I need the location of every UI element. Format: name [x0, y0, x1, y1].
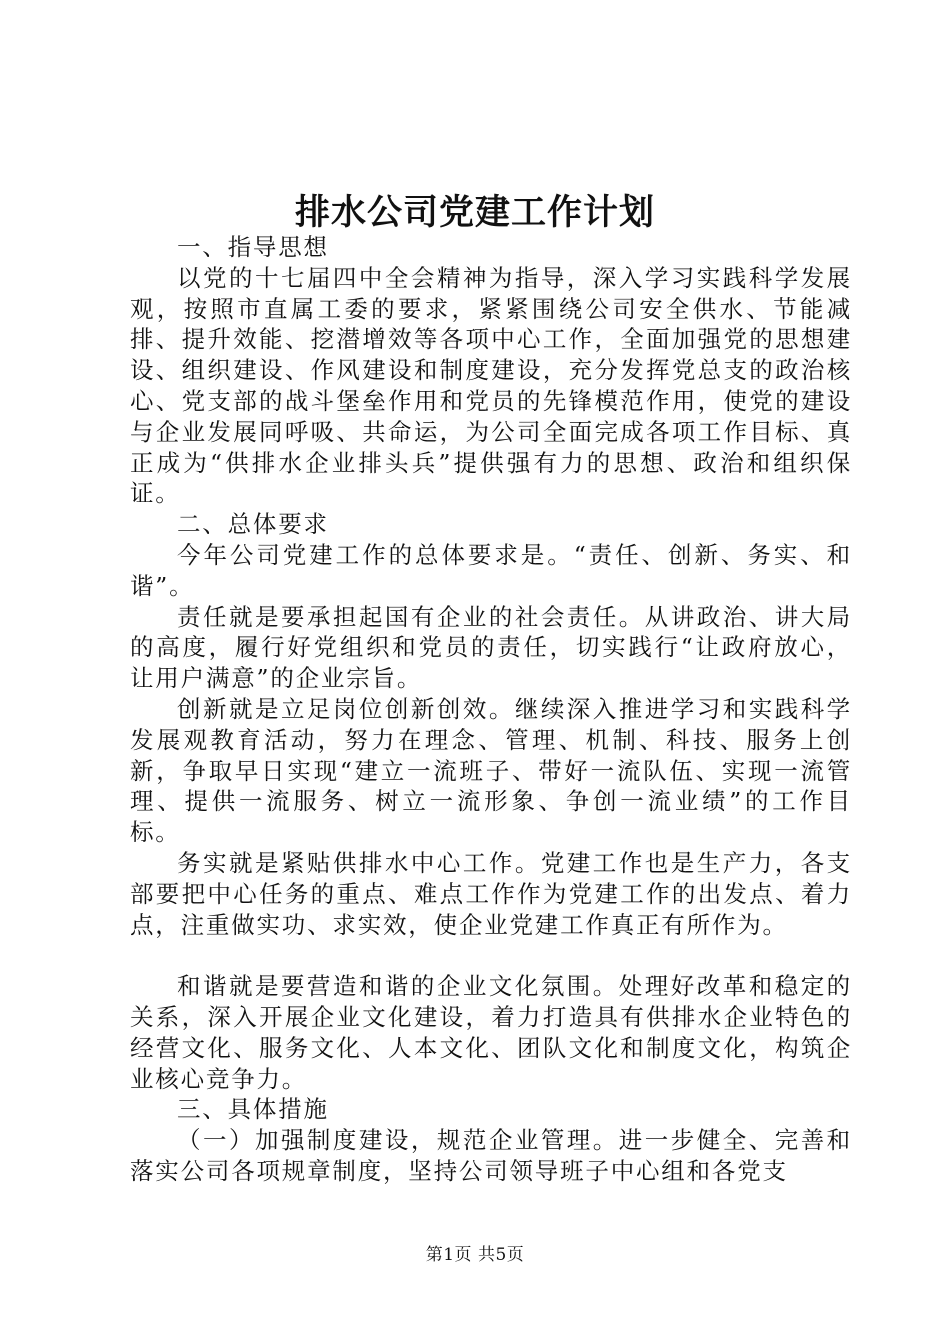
section-heading-specific-measures: 三、具体措施 [177, 1095, 329, 1124]
page-footer: 第1页 共5页 [425, 1245, 525, 1265]
paragraph-innovation: 创新就是立足岗位创新创效。继续深入推进学习和实践科学发展观教育活动，努力在理念、管理、机制、科技、服务上创新，争取早日实现“建立一流班子、带好一流队伍、实现一流管理、提供一流服务、树立一流形象、争创一流业绩”的工作目标。 [130, 694, 852, 847]
section-heading-guiding-ideology: 一、指导思想 [177, 233, 329, 261]
paragraph-pragmatism: 务实就是紧贴供排水中心工作。党建工作也是生产力，各支部要把中心任务的重点、难点工作作为党建工作的出发点、着力点，注重做实功、求实效，使企业党建工作真正有所作为。 [130, 848, 852, 939]
paragraph-overall-requirements: 今年公司党建工作的总体要求是。“责任、创新、务实、和谐”。 [130, 540, 852, 600]
paragraph-responsibility: 责任就是要承担起国有企业的社会责任。从讲政治、讲大局的高度，履行好党组织和党员的责任，切实践行“让政府放心，让用户满意”的企业宗旨。 [130, 602, 852, 693]
paragraph-guiding-ideology: 以党的十七届四中全会精神为指导，深入学习实践科学发展观，按照市直属工委的要求，紧紧围绕公司安全供水、节能减排、提升效能、挖潜增效等各项中心工作，全面加强党的思想建设、组织建设、作风建设和制度建设，充分发挥党总支的政治核心、党支部的战斗堡垒作用和党员的先锋模范作用，使党的建设与企业发展同呼吸、共命运，为公司全面完成各项工作目标、真正成为“供排水企业排头兵”提供强有力的思想、政治和组织保证。 [130, 263, 852, 508]
section-heading-overall-requirements: 二、总体要求 [177, 510, 329, 539]
document-body [130, 232, 852, 1187]
paragraph-harmony: 和谐就是要营造和谐的企业文化氛围。处理好改革和稳定的关系，深入开展企业文化建设，着力打造具有供排水企业特色的经营文化、服务文化、人本文化、团队文化和制度文化，构筑企业核心竞争力。 [130, 972, 852, 1093]
paragraph-measure-1: （一）加强制度建设，规范企业管理。进一步健全、完善和落实公司各项规章制度，坚持公司领导班子中心组和各党支 [130, 1126, 852, 1185]
document-title: 排水公司党建工作计划 [294, 192, 655, 233]
